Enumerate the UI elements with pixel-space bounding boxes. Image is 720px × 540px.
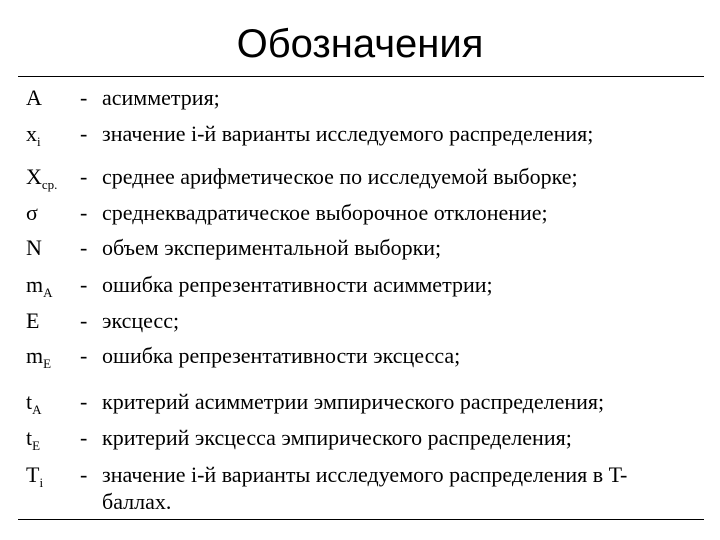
bottom-divider bbox=[18, 519, 704, 520]
dash-separator: - bbox=[80, 425, 88, 450]
notation-symbol: $t_E$ bbox=[26, 425, 41, 453]
notation-symbol: E bbox=[26, 308, 40, 333]
notation-description: эксцесс; bbox=[102, 308, 180, 333]
notation-symbol: $x_i$ bbox=[26, 121, 41, 149]
dash-separator: - bbox=[80, 85, 88, 110]
notation-description: ошибка репрезентативности эксцесса; bbox=[102, 343, 461, 368]
notation-symbol: σ bbox=[26, 200, 38, 225]
dash-separator: - bbox=[80, 389, 88, 414]
dash-separator: - bbox=[80, 272, 88, 297]
dash-separator: - bbox=[80, 308, 88, 333]
notation-symbol: $T_i$ bbox=[26, 462, 44, 490]
notation-symbol: A bbox=[26, 85, 42, 110]
notation-description: объем экспериментальной выборки; bbox=[102, 235, 442, 260]
notation-description: значение i-й варианты исследуемого распределения; bbox=[102, 121, 594, 146]
notation-description: среднее арифметическое по исследуемой выборке; bbox=[102, 164, 578, 189]
dash-separator: - bbox=[80, 343, 88, 368]
dash-separator: - bbox=[80, 200, 88, 225]
dash-separator: - bbox=[80, 462, 88, 487]
notation-description: ошибка репрезентативности асимметрии; bbox=[102, 272, 493, 297]
notation-description: критерий асимметрии эмпирического распределения; bbox=[102, 389, 605, 414]
notation-symbol: $m_A$ bbox=[26, 272, 53, 300]
dash-separator: - bbox=[80, 235, 88, 260]
notation-description: среднеквадратическое выборочное отклонение; bbox=[102, 200, 548, 225]
notation-symbol: $X_{ср.}$ bbox=[26, 164, 58, 192]
notation-symbol: N bbox=[26, 235, 42, 260]
dash-separator: - bbox=[80, 164, 88, 189]
notation-description: критерий эксцесса эмпирического распределения; bbox=[102, 425, 572, 450]
page-title: Обозначения bbox=[236, 22, 484, 66]
notation-symbol: $m_E$ bbox=[26, 343, 52, 371]
notation-description: значение i-й варианты исследуемого распределения в T-баллах. bbox=[102, 462, 628, 514]
dash-separator: - bbox=[80, 121, 88, 146]
top-divider bbox=[18, 76, 704, 77]
notation-symbol: $t_A$ bbox=[26, 389, 42, 417]
notation-description: асимметрия; bbox=[102, 85, 220, 110]
